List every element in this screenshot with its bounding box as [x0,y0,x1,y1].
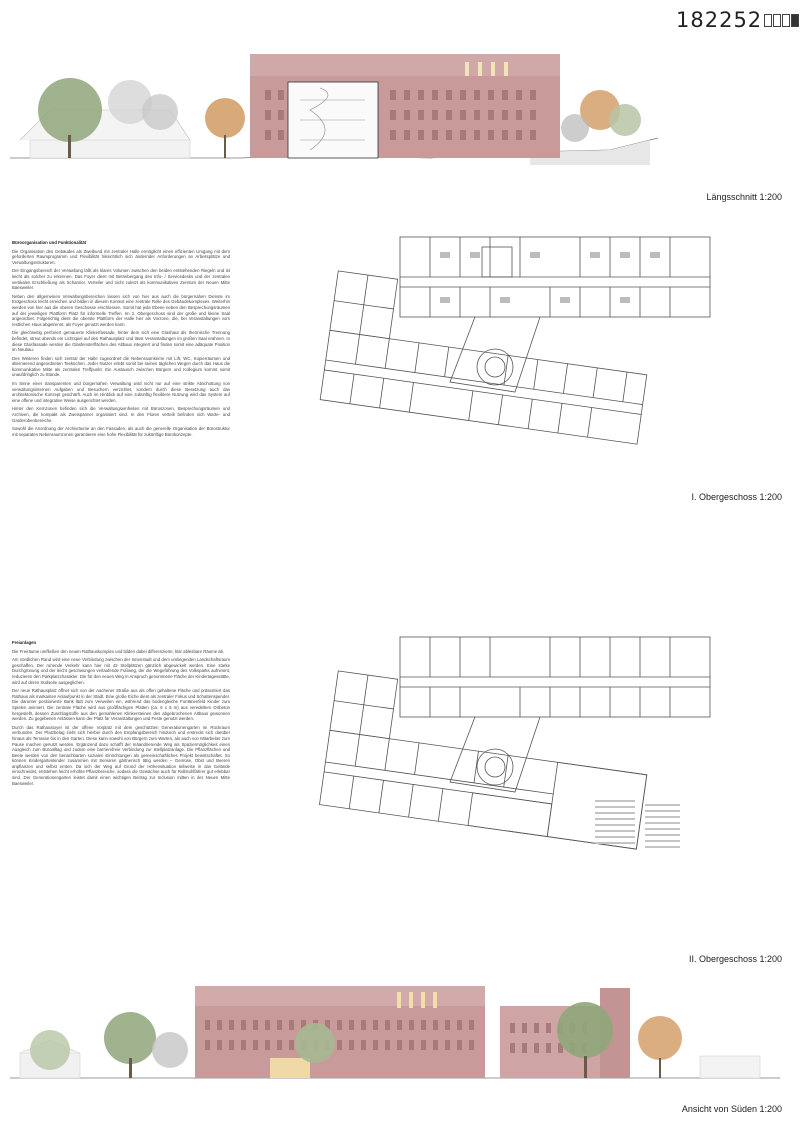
outdoor-paragraph: Durch das Rathaustoyer ist der offene Vorplatz mit dem geschützten Generationengarten im Rückraum verbunden. Der Platzbelag zieht sich hierbei durch den Empfangsbereich hindurch und erstreckt sich darüber hinaus als Terrasse bis in den Garten. Diese kann sowohl von Bürgern zum Warten, als auch von Mitarbeiter zum Pause machen genutzt werden. Ergänzend dazu schafft der mäandrierende Weg als Spaziermöglichkeit einen Ausgleich zum Büroalltag und zudem eine barrierefreie Verbindung zur Stellplatzanlage. Die Pflanzflächen und Beete werden von den benachbarten sozialen Einrichtungen als gemeinschaftliches Projekt bewirtschaftet. So können Kindergartenkinder zusammen mit Senioren gärtnerisch tätig werden – Gemüse, Obst und Beeren anpflanzen und selbst ernten. Da sich der Weg auf Grund der Höhensituation teilweise in das Gelände einschneidet, entstehen leicht erhöhte Pflanzbereiche, sodass die Gewächse auch für Rollstuhlfahrer gut erlebbar sind. Der Generationengarten leistet damit einen wichtigen Beitrag zur Inclusion mitten in der Neuen Mitte Baesweiler. [12,724,230,786]
office-paragraph: Neben den allgemeinen Verwaltungsbereichen lassen sich von hier aus auch die bürgernahen Dienste im Erdgeschoss leicht erreichen und bilden in diesem Kontext eine zentrale Rolle des Gebäudekomplexes. Weiterhin werden von hier aus die oberen Geschosse erschlossen. Somit hat jede Ebene neben den Besprechungsräumen auf der jeweiligen Plattform Platz für informelle Treffen. Im 2. Obergeschoss sind der große und kleine Saal angeordnet. Folgerichtig dient die oberste Plattform der Halle hier als Vorzone, die, bei Veranstaltungen vom restlichen Haus abgetrennt, als Foyer genutzt werden kann. [12,293,230,327]
office-text-block [12,240,230,440]
id-box [773,14,781,27]
outdoor-paragraph: Der neue Rathausplatz öffnet sich von der Aachener Straße aus als offen gehaltene Fläche und präsentiert das Rathaus als markanten Anlaufpunkt in der Stadt. Eine große Eiche dient als zentraler Fokus und Schattenspender. Die darunter positionierte Bank lädt zum Verweilen ein, während das bodengleiche Fontänenfeld Kinder zum Spielen animiert. Die zentrale Fläche wird aus großflächigen Platten (ca. 6 x 6 m) aus veredeltem Ortbeton hergestellt, dessen Zuschlagstoffe aus den gemahlenen Klinkersteinen des abgebrochenen Altbaus gewonnen werden. Zu gegebenen Anlässen kann der Platz für Veranstaltungen und Feste genutzt werden. [12,688,230,722]
outdoor-paragraph: Am nördlichen Rand wird eine neue Verbindung zwischen der Innenstadt und dem umliegenden Landschaftsraum geschaffen. Der ruhende Verkehr kann hier mit 42 Stellplätzen gänzlich abgewickelt werden. Eine starke Durchgrünung und der leicht geschwungen verlaufende Fußweg, der die Wegeführung des Volksparks aufnimmt, reduzieren den Parkplatzcharakter. Die für den neuen Weg in Anspruch genommene Fläche der Kindertagesstätte, wird auf deren Südseite ausgeglichen. [12,657,230,685]
office-paragraph: Im Sinne einer transparenten und bürgernahen Verwaltung wird nicht nur auf eine strikte Abschottung von verwaltungsinternen Aufgaben und Besuchern verzichtet, sondern durch diese Besetzung auch das architektonische Konzept geschärft. Auch im Hinblick auf eine zukünftig flexiblere Nutzung wird das System auf eine offene und integrative Weise ausgerichtet werden. [12,381,230,403]
floor-plan-second [250,632,720,902]
longitudinal-section-drawing [10,40,660,175]
id-box [764,14,772,27]
longitudinal-caption: Längsschnitt 1:200 [706,192,782,202]
floor-plan-first [250,232,720,492]
floor1-caption: I. Obergeschoss 1:200 [691,492,782,502]
project-number-text: 182252 [676,8,763,32]
project-number [676,8,800,32]
office-paragraph: Hinter den Kernzonen befinden sich die Verwaltungseinheiten mit Büroszonen, Besprechungsräumen und Archiven, die kompakt als Zweispänner organisiert sind. In den Fluren verteilt befinden sich Warte- und Garderobenbereiche. [12,406,230,423]
outdoor-text-block [12,640,230,789]
south-caption: Ansicht von Süden 1:200 [681,1104,782,1114]
id-box [782,14,790,27]
id-box [791,14,799,27]
outdoor-heading: Freianlagen [12,640,37,645]
office-paragraph: Die Organisation des Gebäudes als Zweibund mit zentraler Halle ermöglicht einen effizienten Umgang mit dem geforderten Raumprogramm und Flexibilität hinsichtlich sich ändernder Anforderungen an Arbeitsplätze und Verwaltungsstrukturen. [12,248,230,265]
office-paragraph: Der Eingangsbereich der Verwaltung läßt als klares Volumen zwischen den beiden entstehenden Riegeln und ist leicht als solcher zu erkennen. Das Foyer dient mit Betreibergang des Info- / Servicedesks und der zentralen vertikalen Erschließung als Scharnier. Verteiler und nicht zuletzt als kommunikatives Zentrum der Neuen Mitte Baesweiler. [12,268,230,291]
outdoor-paragraph: Die Freiräume umfließen den neuen Rathauskomplex und bilden dabei differenzierte, klar ablesbare Räume ab. [12,648,225,654]
project-number-boxes [764,14,800,27]
south-elevation-drawing [10,978,780,1090]
office-heading: Büroorganisation und Funktionalität [12,240,87,245]
office-paragraph: Sowohl die Anordnung der Archivräume an den Fassaden, als auch die generelle Organisation der Bürostruktur mit separaten Nebenraumzonen garantieren eine hohe Flexibilität für zukünftige Bürokonzepte. [12,426,230,437]
office-paragraph: Des Weiteren finden sich zentral der Halle zugeordnet die Nebenraumkerne mit Lift, WC, Kopierräumen und alternierend angeordneten Teeküchen. Jeder Nutzer erlebt somit bei seinen täglichen Wegen durch das Haus die kommunikative Mitte als zentralen Treffpunkt. Ein Austausch zwischen Bürgern und Kollegium kommt somit unaufdringlich zu Stande. [12,355,230,378]
floor2-caption: II. Obergeschoss 1:200 [688,954,782,964]
office-paragraph: Die gleichseitig perforiert gemauerte Klinkerfassade, hinter dem sich eine Glashaut als thermische Trennung befindet, streut abends ein Lichtspiel auf den Rathausplatz und lässt Veranstaltungen im großen Saal erahnen. In diese Glasfassade werden die Glasfensterflächen des Altbaus integriert und finden somit eine adäquate Position im Neubau. [12,330,230,353]
